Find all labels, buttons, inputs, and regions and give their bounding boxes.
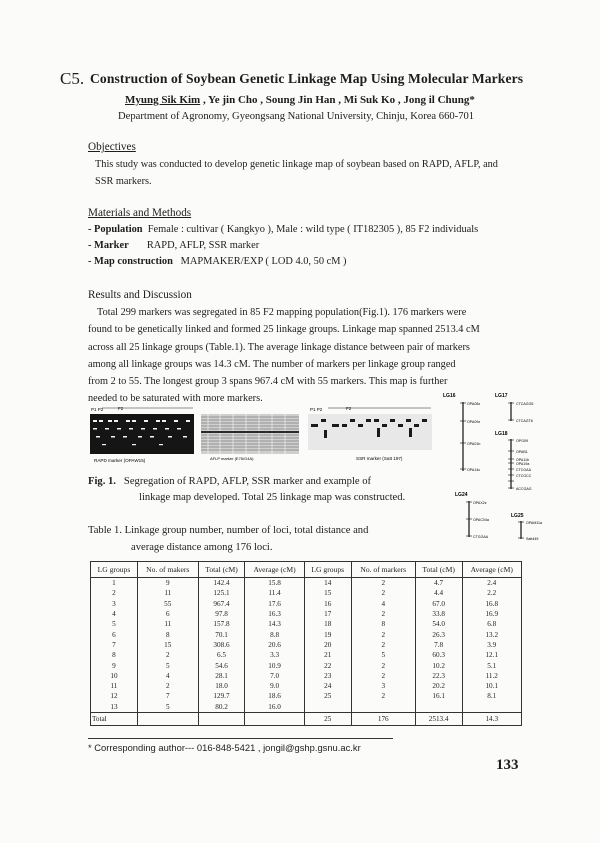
table-cell: 4 (351, 599, 415, 609)
table-caption (88, 522, 368, 556)
objectives-line: This study was conducted to develop genetic linkage map of soybean based on RAPD, AFLP, and (95, 159, 498, 170)
table-cell: 20 (304, 640, 351, 650)
results-line: needed to be saturated with more markers. (88, 393, 263, 405)
table-caption-line: average distance among 176 loci. (131, 542, 273, 553)
table-cell: 67.0 (415, 599, 462, 609)
table-cell: 14.3 (462, 712, 522, 725)
table-cell: 14 (304, 578, 351, 589)
marker-name: CTGGAA (473, 535, 489, 539)
table-header-cell: No. of markers (351, 562, 415, 578)
table-cell: 2 (351, 629, 415, 639)
marker-name: OPAB1 (516, 450, 528, 454)
table-cell: Total (91, 712, 138, 725)
table-cell: 2 (351, 609, 415, 619)
table-cell: 2.4 (462, 578, 522, 589)
paper-title: Construction of Soybean Genetic Linkage Map Using Molecular Markers (90, 71, 524, 86)
table-cell: 3 (91, 599, 138, 609)
table-cell: 20.6 (245, 640, 304, 650)
marker-name: Satt449 (526, 537, 539, 541)
table-cell: 8 (351, 619, 415, 629)
table-cell: 70.1 (198, 629, 245, 639)
table-cell: 2 (351, 671, 415, 681)
table-cell: 5 (351, 650, 415, 660)
panel-label: RAPD marker (OPAW15) (94, 458, 146, 463)
table-cell: 3 (351, 681, 415, 691)
table-caption-label: Table 1. (88, 525, 122, 536)
marker-name: CTCAGT6 (516, 419, 533, 423)
table-cell: 5 (91, 619, 138, 629)
table-cell: 17 (304, 609, 351, 619)
table-cell: 10.2 (415, 660, 462, 670)
table-cell: 24 (304, 681, 351, 691)
table-cell: 80.2 (198, 702, 245, 713)
table-cell: 21 (304, 650, 351, 660)
table-cell: 2.2 (462, 588, 522, 598)
table-cell: 16 (304, 599, 351, 609)
table-cell: 9.0 (245, 681, 304, 691)
table-row (91, 681, 522, 691)
table-cell: 157.8 (198, 619, 245, 629)
table-cell: 2 (137, 681, 198, 691)
table-cell: 308.6 (198, 640, 245, 650)
table-cell: 13 (91, 702, 138, 713)
table-cell: 11.4 (245, 588, 304, 598)
marker-name: OPAX2z (473, 501, 487, 505)
table-cell: 16.8 (462, 599, 522, 609)
table-row (91, 671, 522, 681)
marker-name: OPG09 (516, 439, 528, 443)
table-total-row (91, 712, 522, 725)
table-cell (245, 712, 304, 725)
table-cell: 26.3 (415, 629, 462, 639)
table-cell: 12.1 (462, 650, 522, 660)
abstract-code: C5. (60, 69, 85, 88)
table-cell: 12 (91, 691, 138, 701)
linkage-group-table (90, 561, 522, 726)
marker-name: OPA11b (516, 458, 530, 462)
figure-caption-label: Fig. 1. (88, 476, 116, 487)
table-cell: 14.3 (245, 619, 304, 629)
table-header-cell: LG groups (91, 562, 138, 578)
lane-label: P1 P2 (91, 407, 104, 412)
table-cell: 13.2 (462, 629, 522, 639)
table-cell: 6.8 (462, 619, 522, 629)
marker-name: OPA01b (467, 442, 481, 446)
table-cell: 2 (351, 578, 415, 589)
panel-label: SSR marker (Satt 197) (356, 456, 403, 461)
lg-label: LG25 (511, 513, 524, 519)
table-cell: 129.7 (198, 691, 245, 701)
method-item (88, 254, 478, 270)
method-label: - Marker (88, 240, 129, 251)
table-cell: 16.3 (245, 609, 304, 619)
table-cell: 4 (91, 609, 138, 619)
table-cell: 4.7 (415, 578, 462, 589)
results-heading: Results and Discussion (88, 289, 192, 301)
table-cell (415, 702, 462, 713)
marker-name: OPA09z (467, 420, 481, 424)
lane-label: F2 (346, 406, 352, 411)
table-cell: 2 (137, 650, 198, 660)
table-cell: 20.2 (415, 681, 462, 691)
table-cell: 142.4 (198, 578, 245, 589)
objectives-heading: Objectives (88, 141, 136, 153)
results-line: Total 299 markers was segregated in 85 F2 mapping population(Fig.1). 176 markers were (97, 307, 467, 318)
table-cell: 4 (137, 671, 198, 681)
table-row (91, 702, 522, 713)
method-label: - Map construction (88, 256, 173, 267)
objectives-line: SSR markers. (95, 176, 152, 188)
table-row (91, 619, 522, 629)
table-header-cell: LG groups (304, 562, 351, 578)
methods-list (88, 222, 478, 270)
table-cell: 2 (351, 588, 415, 598)
lg-label: LG24 (455, 492, 468, 498)
table-row (91, 578, 522, 589)
table-cell: 7 (91, 640, 138, 650)
table-row (91, 660, 522, 670)
linkage-map (441, 389, 559, 549)
table-cell: 19 (304, 629, 351, 639)
marker-name: ACCGAG (516, 487, 532, 491)
author-list: Myung Sik Kim , Ye jin Cho , Soung Jin Han , Mi Suk Ko , Jong il Chung* (125, 94, 475, 106)
results-line: found to be genetically linked and formed 25 linkage groups. Linkage map spanned 2513.4 cM (88, 324, 480, 336)
method-item (88, 238, 478, 254)
table-cell: 25 (304, 712, 351, 725)
author-name: Jong il Chung* (403, 94, 475, 106)
table-cell: 2 (91, 588, 138, 598)
table-cell: 10.9 (245, 660, 304, 670)
table-cell: 15 (137, 640, 198, 650)
table-cell: 7 (137, 691, 198, 701)
table-cell: 25 (304, 691, 351, 701)
table-cell: 6.5 (198, 650, 245, 660)
lane-label: F2 (118, 406, 124, 411)
author-name: Ye jin Cho (208, 94, 258, 106)
table-cell (351, 702, 415, 713)
table-cell: 2513.4 (415, 712, 462, 725)
table-cell: 9 (137, 578, 198, 589)
table-cell (462, 702, 522, 713)
table-cell: 8.1 (462, 691, 522, 701)
table-cell: 4.4 (415, 588, 462, 598)
marker-name: CTCGAA (516, 468, 531, 472)
lg-label: LG17 (495, 393, 508, 399)
table-row (91, 599, 522, 609)
table-cell: 11 (137, 619, 198, 629)
table-cell: 11 (137, 588, 198, 598)
lg-label: LG16 (443, 393, 456, 399)
table-header-row (91, 562, 522, 578)
table-cell: 23 (304, 671, 351, 681)
table-cell (304, 702, 351, 713)
marker-name: OPAC04a (473, 518, 489, 522)
table-cell: 967.4 (198, 599, 245, 609)
table-cell: 3.3 (245, 650, 304, 660)
page-number: 133 (496, 757, 519, 773)
affiliation: Department of Agronomy, Gyeongsang National University, Chinju, Korea 660-701 (118, 111, 475, 122)
lg-label: LG18 (495, 431, 508, 437)
marker-name: CTCAGG5 (516, 402, 534, 406)
method-item (88, 222, 478, 238)
gel-figure (88, 402, 433, 470)
table-row (91, 691, 522, 701)
table-row (91, 629, 522, 639)
method-text: Female : cultivar ( Kangkyo ), Male : wild type ( IT182305 ), 85 F2 individuals (147, 224, 479, 235)
table-cell: 18.6 (245, 691, 304, 701)
table-cell: 2 (351, 640, 415, 650)
table-cell: 16.9 (462, 609, 522, 619)
table-cell: 18.0 (198, 681, 245, 691)
table-cell: 5 (137, 660, 198, 670)
table-row (91, 588, 522, 598)
table-cell: 2 (351, 691, 415, 701)
table-cell: 97.8 (198, 609, 245, 619)
table-cell: 8.8 (245, 629, 304, 639)
table-cell: 2 (351, 660, 415, 670)
table-cell: 15.8 (245, 578, 304, 589)
objectives-text (95, 156, 498, 191)
table-header-cell: Total (cM) (198, 562, 245, 578)
table-cell: 10 (91, 671, 138, 681)
marker-name: CTCGCC (516, 474, 532, 478)
table-cell: 33.8 (415, 609, 462, 619)
table-header-cell: Average (cM) (462, 562, 522, 578)
table-cell: 17.6 (245, 599, 304, 609)
method-text: RAPD, AFLP, SSR marker (146, 240, 260, 251)
table-cell: 1 (91, 578, 138, 589)
table-cell: 60.3 (415, 650, 462, 660)
methods-heading: Materials and Methods (88, 207, 192, 219)
table-header-cell: No. of makers (137, 562, 198, 578)
table-cell (137, 712, 198, 725)
method-label: - Population (88, 224, 143, 235)
table-header-cell: Total (cM) (415, 562, 462, 578)
table-cell: 22.3 (415, 671, 462, 681)
table-cell: 16.1 (415, 691, 462, 701)
table-cell: 5.1 (462, 660, 522, 670)
table-cell: 11 (91, 681, 138, 691)
table-cell: 8 (91, 650, 138, 660)
table-cell: 176 (351, 712, 415, 725)
table-cell: 55 (137, 599, 198, 609)
table-cell: 6 (91, 629, 138, 639)
table-cell: 9 (91, 660, 138, 670)
figure-caption (88, 474, 405, 506)
table-row (91, 640, 522, 650)
results-line: from 2 to 55. The longest group 3 spans 967.4 cM with 55 markers. This map is further (88, 376, 448, 388)
table-cell: 15 (304, 588, 351, 598)
table-cell: 5 (137, 702, 198, 713)
method-text: MAPMAKER/EXP ( LOD 4.0, 50 cM ) (180, 256, 347, 267)
table-cell: 10.1 (462, 681, 522, 691)
author-name: Soung Jin Han (265, 94, 336, 106)
figure-caption-line: linkage map developed. Total 25 linkage map was constructed. (139, 492, 406, 503)
table-cell: 7.0 (245, 671, 304, 681)
table-cell: 8 (137, 629, 198, 639)
author-name: Myung Sik Kim (125, 94, 201, 106)
table-cell: 6 (137, 609, 198, 619)
table-cell: 125.1 (198, 588, 245, 598)
panel-label: AFLP marker (E76/G4A) (210, 456, 254, 461)
results-line: among all linkage groups was 14.3 cM. The number of markers per linkage group ranged (88, 358, 456, 370)
table-cell: 11.2 (462, 671, 522, 681)
footnote-divider (88, 738, 393, 739)
figure-caption-line: Segregation of RAPD, AFLP, SSR marker and example of (123, 476, 372, 487)
table-cell: 28.1 (198, 671, 245, 681)
table-cell: 18 (304, 619, 351, 629)
marker-name: OPA08z (467, 402, 481, 406)
table-cell: 16.0 (245, 702, 304, 713)
table-caption-line: Linkage group number, number of loci, total distance and (124, 525, 369, 536)
table-cell: 7.8 (415, 640, 462, 650)
table-cell: 54.0 (415, 619, 462, 629)
table-cell (198, 712, 245, 725)
marker-name: OPA14c (467, 468, 481, 472)
table-row (91, 609, 522, 619)
table-cell: 22 (304, 660, 351, 670)
table-cell: 54.6 (198, 660, 245, 670)
results-line: across all 25 linkage groups (Table.1). The average linkage distance between pair of markers (88, 341, 470, 353)
lane-label: P1 P2 (310, 407, 323, 412)
table-row (91, 650, 522, 660)
table-header-cell: Average (cM) (245, 562, 304, 578)
corresponding-author-note: * Corresponding author--- 016-848-5421 , jongil@gshp.gsnu.ac.kr (88, 742, 361, 753)
marker-name: OPAM11a (526, 521, 543, 525)
author-name: Mi Suk Ko (343, 94, 396, 106)
table-cell: 3.9 (462, 640, 522, 650)
rapd-gel (90, 414, 194, 454)
marker-name: OPA19a (516, 462, 530, 466)
